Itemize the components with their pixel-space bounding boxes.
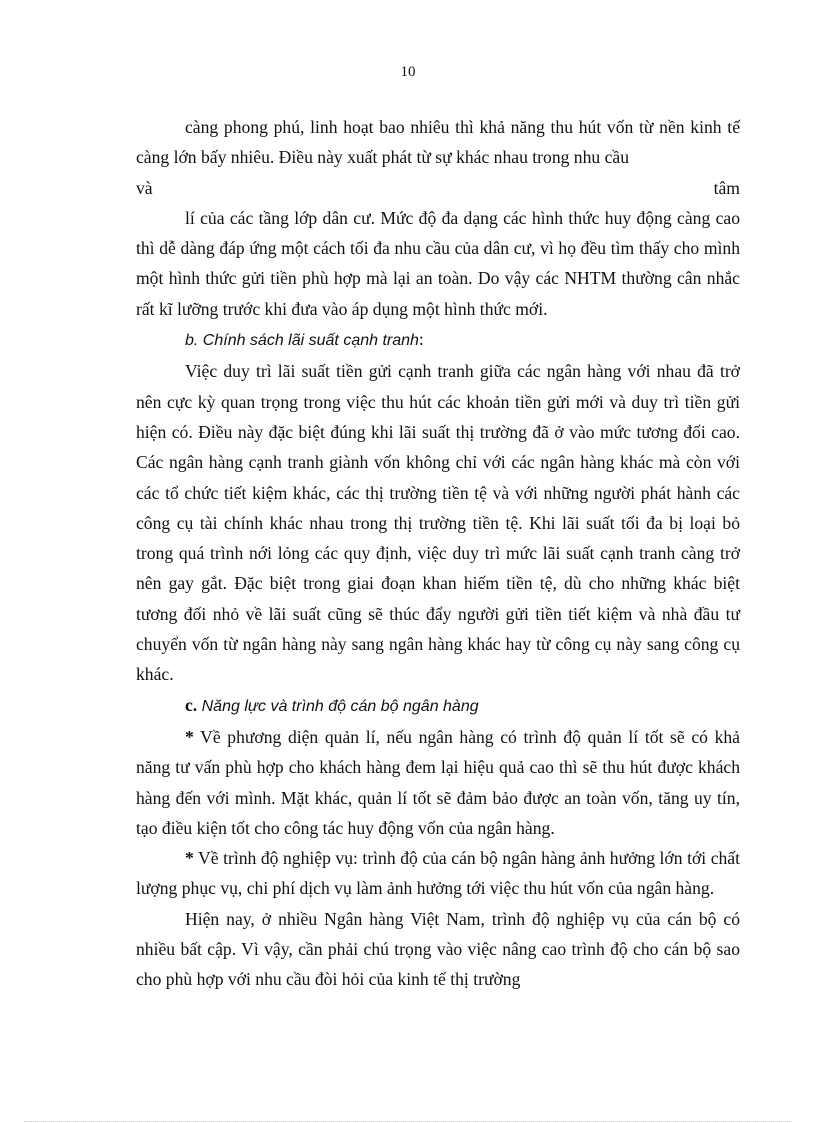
- paragraph-1-word-left: và: [136, 177, 153, 198]
- paragraph-1-split-line: [136, 173, 740, 203]
- heading-b: [136, 324, 740, 356]
- paragraph-6: Hiện nay, ở nhiều Ngân hàng Việt Nam, trình độ nghiệp vụ của cán bộ có nhiều bất cập. Vì vậy, cần phải chú trọng vào việc nâng cao trình độ cho cán bộ sao cho phù hợp với nhu cầu đòi hỏi của kinh tế thị trường: [136, 908, 740, 990]
- heading-c: [136, 690, 740, 722]
- heading-c-label: c.: [185, 694, 198, 715]
- bullet-1: *: [185, 726, 194, 747]
- document-body: [136, 112, 740, 995]
- paragraph-1-word-right: tâm: [713, 177, 740, 198]
- paragraph-2: lí của các tầng lớp dân cư. Mức độ đa dạng các hình thức huy động càng cao thì dễ dàng đáp ứng một cách tối đa nhu cầu của dân cư, vì họ đều tìm thấy cho mình một hình thức gửi tiền phù hợp mà lại an toàn. Do vậy các NHTM thường cân nhắc rất kĩ lưỡng trước khi đưa vào áp dụng một hình thức mới.: [136, 207, 740, 319]
- paragraph-5: [136, 843, 740, 904]
- page-number: 10: [400, 64, 416, 80]
- paragraph-3: Việc duy trì lãi suất tiền gửi cạnh tranh giữa các ngân hàng với nhau đã trở nên cực kỳ quan trọng trong việc thu hút các khoản tiền gửi mới và duy trì tiền gửi hiện có. Điều này đặc biệt đúng khi lãi suất thị trường đã ở vào mức tương đối cao. Các ngân hàng cạnh tranh giành vốn không chỉ với các ngân hàng khác mà còn với các tổ chức tiết kiệm khác, các thị trường tiền tệ và với những người phát hành các công cụ tài chính khác nhau trong thị trường tiền tệ. Khi lãi suất tối đa bị loại bỏ trong quá trình nới lỏng các quy định, việc duy trì mức lãi suất cạnh tranh càng trở nên gay gắt. Đặc biệt trong giai đoạn khan hiếm tiền tệ, dù cho những khác biệt tương đối nhỏ về lãi suất cũng sẽ thúc đẩy người gửi tiền tiết kiệm và nhà đầu tư chuyển vốn từ ngân hàng này sang ngân hàng khác hay từ công cụ này sang công cụ khác.: [136, 361, 740, 685]
- paragraph-4-text: Về phương diện quản lí, nếu ngân hàng có trình độ quản lí tốt sẽ có khả năng tư vấn phù hợp cho khách hàng đem lại hiệu quả cao thì sẽ thu hút được khách hàng đến với mình. Mặt khác, quản lí tốt sẽ đảm bảo được an toàn vốn, tăng uy tín, tạo điều kiện tốt cho công tác huy động vốn của ngân hàng.: [136, 726, 740, 838]
- paragraph-1: càng phong phú, linh hoạt bao nhiêu thì khả năng thu hút vốn từ nền kinh tế càng lớn bấy nhiêu. Điều này xuất phát từ sự khác nhau trong nhu cầu: [136, 117, 740, 168]
- heading-b-text: b. Chính sách lãi suất cạnh tranh: [185, 332, 419, 350]
- heading-c-text: Năng lực và trình độ cán bộ ngân hàng: [201, 697, 479, 715]
- paragraph-4: [136, 722, 740, 843]
- page-bottom-rule: [24, 1121, 792, 1122]
- bullet-2: *: [185, 848, 194, 869]
- paragraph-5-text: Về trình độ nghiệp vụ: trình độ của cán bộ ngân hàng ảnh hưởng lớn tới chất lượng phục vụ, chi phí dịch vụ làm ảnh hưởng tới việc thu hút vốn của ngân hàng.: [136, 848, 740, 899]
- heading-b-colon: :: [418, 329, 424, 350]
